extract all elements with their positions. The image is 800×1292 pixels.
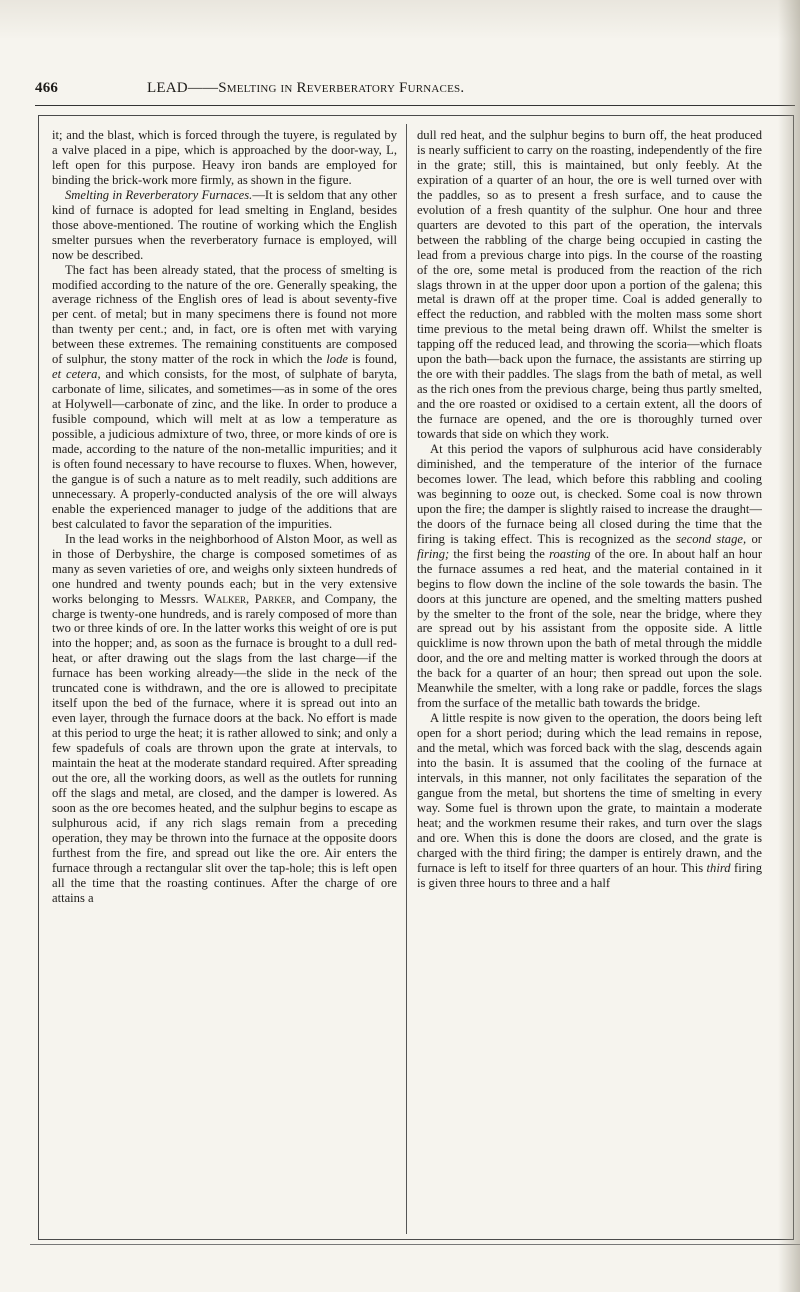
- italic-term: firing;: [417, 546, 450, 561]
- paragraph-text: it; and the blast, which is forced through the tuyere, is regulated by a valve placed in a pipe, which is approached by the door-way, L, left open for this purpose. Heavy iron bands are employed for binding the brick-work more firmly, as shown in the figure.: [52, 128, 397, 187]
- paragraph-text: A little respite is now given to the operation, the doors being left open for a short period; during which the lead remains in repose, and the metal, which was forced back with the slag, descends again into the basin. It is assumed that the cooling of the furnace at intervals, in this manner, not only facilitates the separation of the gangue from the metal, but shortens the time of smelting in every way. Some fuel is thrown upon the grate, to maintain a moderate heat; and the workmen resume their rakes, and turn over the slags and ore. When this is done the doors are closed, and the grate is charged with the third firing; the damper is entirely drawn, and the furnace is left to itself for three quarters of an hour. This: [417, 711, 762, 875]
- paragraph-text: At this period the vapors of sulphurous acid have considerably diminished, and the temperature of the interior of the furnace becomes lower. The lead, which before this rabbling and cooling was beginning to ooze out, is checked. Some coal is now thrown upon the fire; the damper is slightly raised to increase the draught—the doors of the furnace being all closed during the time that the firing is taking effect. This is recognized as the: [417, 442, 762, 546]
- italic-term: lode: [326, 352, 348, 367]
- frame-bottom-rule: [30, 1244, 800, 1245]
- running-head: [35, 80, 785, 102]
- paragraph-text: is found,: [352, 352, 397, 367]
- paragraph-text: or: [751, 531, 762, 546]
- paragraph: [52, 188, 397, 263]
- italic-term: second stage,: [676, 531, 747, 546]
- paragraph-text: and Company, the charge is twenty-one hundreds, and is rarely composed of more than two or three kinds of ore. In the latter works this weight of ore is put into the hopper; and, as soon as the furnace is brought to a dull red-heat, or after drawing out the slags from the last charge—if the furnace has been working already—the slide in the neck of the truncated cone is withdrawn, and the ore is allowed to precipitate itself upon the bed of the furnace, where it is spread out into an even layer, through the furnace doors at the back. No effort is made at this period to urge the heat; it is rather allowed to sink; and only a few spadefuls of coals are thrown upon the grate at intervals, to maintain the heat at the moderate standard required. After spreading out the ore, all the working doors, as well as the outlets for running off the slags and metal, are closed, and the damper is lowered. As soon as the ore becomes heated, and the sulphur begins to escape as sulphurous acid, if any rich slags remain from a preceding operation, they may be thrown into the furnace at the opposite doors furthest from the fire, and spread out like the ore. Air enters the furnace through a rectangular slit over the tap-hole; this is left open all the time that the roasting continues. After the charge of ore attains a: [52, 591, 397, 905]
- paragraph-text: —It is seldom that any other kind of furnace is adopted for lead smelting in England, besides those above-mentioned. The routine of working which the English smelter pursues when the reverberatory furnace is employed, will now be described.: [52, 187, 397, 262]
- paragraph: [52, 532, 397, 906]
- paragraph: [417, 442, 762, 711]
- italic-term: third: [706, 860, 731, 875]
- header-rule: [35, 105, 795, 106]
- paragraph-text: In the lead works in the neighborhood of Alston Moor, as well as in those of Derbyshire, the charge is composed sometimes of as many as seven varieties of ore, and weighs only sixteen hundreds of one hundred and twenty pounds each; but in the very extensive works belonging to Messrs.: [52, 531, 397, 606]
- paragraph-text: The fact has been already stated, that the process of smelting is modified according to the nature of the ore. Generally speaking, the average richness of the English ores of lead is about seventy-five per cent. of metal; but in many specimens there is found not more than twenty per cent.; and, in fact, ore is often met with varying between these extremes. The remaining constituents are composed of sulphur, the stony matter of the rock in which the: [52, 262, 397, 367]
- paragraph-text: dull red heat, and the sulphur begins to burn off, the heat produced is nearly sufficient to carry on the roasting, independently of the fire in the grate; still, this is maintained, but only feebly. At the expiration of a quarter of an hour, the ore is well turned over with the paddles, so as to present a fresh surface, and to cause the evolution of a fresh quantity of the sulphur. One hour and three quarters are devoted to this part of the operation, the intervals between the rabbling of the charge being occupied in casting the lead from a previous charge into pigs. In the course of the roasting of the ore, some metal is produced from the reaction of the rich slags thrown in at the upper door upon a portion of the galena; this metal is drawn off at the proper time. Coal is added generally to effect the reduction, and rabbled with the molten mass some short time previous to the metal being drawn off. Whilst the smelter is tapping off the reduced lead, and throwing the scoria—which floats upon the bath—back upon the furnace, the assistants are stirring up the ore with their paddles. The slags from the bath of metal, as well as the rich ones from the previous charge, being thus partly smelted, and the ore roasted or oxidised to a certain extent, all the doors of the furnace are opened, and the ore is thoroughly turned over towards that side on which they work.: [417, 128, 762, 442]
- page-edge-shading: [778, 0, 800, 1292]
- running-title: LEAD——Smelting in Reverberatory Furnaces.: [147, 80, 465, 96]
- paragraph: [417, 711, 762, 890]
- paragraph-text: firing is given three hours to three and a half: [417, 860, 762, 890]
- section-heading: Smelting in Reverberatory Furnaces.: [65, 187, 253, 202]
- paragraph-text: the first being the: [453, 546, 545, 561]
- paragraph: [52, 263, 397, 532]
- italic-term: roasting: [549, 546, 591, 561]
- paragraph-text: and which consists, for the most, of sulphate of baryta, carbonate of lime, silicates, and sometimes—as in some of the ores at Holywell—carbonate of zinc, and the like. In order to produce a fusible compound, which will melt at as low a temperature as possible, a judicious admixture of two, three, or more kinds of ore is made, according to the nature of the non-metallic impurities; and it is often found necessary to have recourse to fluxes. When, however, the gangue is of such a nature as to melt readily, such additions are unnecessary. A properly-conducted analysis of the ore will always enable the experienced manager to judge of the additions that are best calculated to favor the separation of the impurities.: [52, 367, 397, 531]
- paragraph: [52, 128, 397, 188]
- column-divider: [406, 124, 407, 1234]
- company-names: Walker, Parker,: [204, 591, 296, 606]
- right-column: [417, 128, 762, 1233]
- page-top-shading: [0, 0, 800, 40]
- italic-term: et cetera,: [52, 367, 101, 382]
- left-column: [52, 128, 397, 1233]
- paragraph-text: of the ore. In about half an hour the furnace assumes a red heat, and the material contained in it begins to flow down the incline of the sole towards the basin. The doors at this juncture are opened, and the smelting matters pushed by the smelter to the front of the sole, near the bridge, where they are spread out by his assistant from the opposite side. A little quicklime is now thrown upon the bath of metal through the middle door, and the ore and melting matter is worked through the doors at the back for a quarter of an hour; then spread out upon the sole. Meanwhile the smelter, with a long rake or paddle, forces the slags from the surface of the metallic bath towards the bridge.: [417, 546, 762, 711]
- page-number: 466: [35, 80, 59, 96]
- paragraph: [417, 128, 762, 442]
